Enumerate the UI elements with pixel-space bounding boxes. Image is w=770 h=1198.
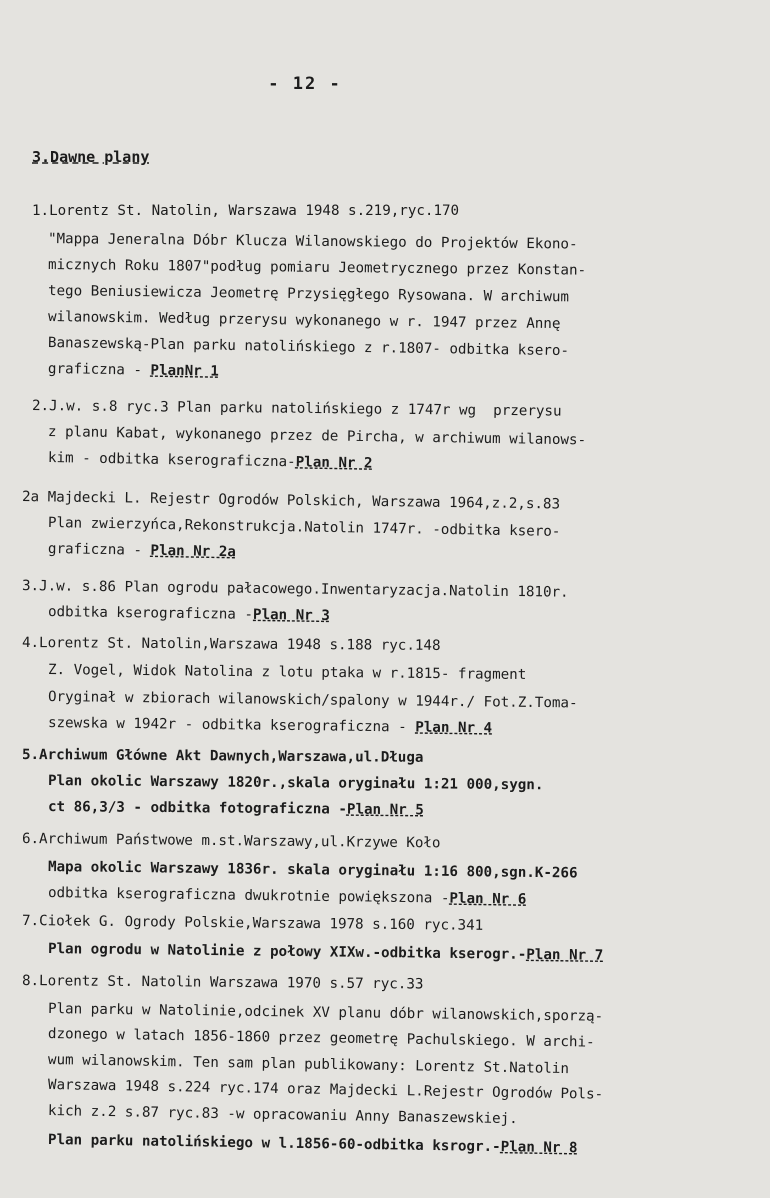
line-text: Plan parku w Natolinie,odcinek XV planu dóbr wilanowskich,sporzą-: [47, 1001, 604, 1025]
entry-text-line: [48, 714, 492, 737]
line-text: Plan parku natolińskiego w l.1856-60-odbitka ksrogr.-: [47, 1132, 501, 1156]
line-text: ct 86,3/3 - odbitka fotograficzna -: [47, 799, 348, 818]
line-text: 3.J.w. s.86 Plan ogrodu pałacowego.Inwentaryzacja.Natolin 1810r.: [21, 578, 569, 601]
entry-text-line: [48, 688, 578, 712]
entry-citation: [32, 202, 459, 220]
plan-reference: Plan Nr 4: [415, 719, 493, 737]
entry-text-line: [48, 772, 544, 794]
line-text: graficzna -: [47, 361, 151, 379]
entry-text-line: [48, 360, 219, 381]
line-text: Plan ogrodu w Natolinie z połowy XIXw.-odbitka kserogr.-: [47, 941, 527, 963]
line-text: 2a Majdecki L. Rejestr Ogrodów Polskich, Warszawa 1964,z.2,s.83: [21, 489, 561, 513]
line-text: Plan zwierzyńca,Rekonstrukcja.Natolin 1747r. -odbitka ksero-: [47, 515, 561, 540]
entry-text-line: [48, 858, 578, 882]
entry-text-line: [48, 884, 527, 909]
entry-text-line: [48, 940, 603, 965]
line-text: Mapa okolic Warszawy 1836r. skala oryginału 1:16 800,sgn.K-266: [47, 859, 578, 882]
line-text: wilanowskim. Według przerysu wykonanego w r. 1947 przez Annę: [47, 309, 561, 333]
entry-text-line: [48, 514, 561, 541]
entry-text-line: [48, 308, 561, 333]
plan-reference: PlanNr 1: [150, 362, 219, 380]
entry-text-line: [48, 1076, 603, 1104]
entry-citation: [22, 830, 441, 852]
entry-citation: [22, 577, 569, 602]
entry-text-line: [48, 282, 569, 306]
line-text: tego Beniusiewicza Jeometrę Przysięgłego Rysowana. W archiwum: [47, 283, 570, 306]
line-text: odbitka kserograficzna -: [47, 604, 254, 623]
entry-text-line: [48, 230, 578, 254]
line-text: graficzna -: [47, 541, 151, 559]
entry-text-line: [48, 423, 586, 449]
entry-text-line: [48, 1000, 603, 1026]
line-text: "Mappa Jeneralna Dóbr Klucza Wilanowskiego do Projektów Ekono-: [47, 231, 578, 253]
line-text: Z. Vogel, Widok Natolina z lotu ptaka w r.1815- fragment: [47, 662, 527, 684]
page-number: - 12 -: [268, 74, 342, 94]
entry-text-line: [48, 1025, 595, 1052]
plan-reference: Plan Nr 8: [500, 1139, 578, 1157]
line-text: szewska w 1942r - odbitka kserograficzna -: [47, 715, 416, 736]
entry-citation: [22, 746, 424, 767]
entry-citation: [22, 634, 441, 655]
line-text: 8.Lorentz St. Natolin Warszawa 1970 s.57 ryc.33: [21, 973, 424, 993]
entry-text-line: [48, 798, 424, 819]
plan-reference: Plan Nr 3: [252, 606, 330, 624]
plan-reference: Plan Nr 6: [449, 890, 527, 908]
entry-citation: [22, 972, 424, 994]
line-text: 6.Archiwum Państwowe m.st.Warszawy,ul.Krzywe Koło: [21, 831, 441, 852]
entry-text-line: [48, 1051, 569, 1078]
section-heading: 3.Dawne plany: [32, 148, 150, 166]
line-text: 2.J.w. s.8 ryc.3 Plan parku natolińskiego z 1747r wg przerysu: [31, 398, 562, 420]
line-text: Banaszewską-Plan parku natolińskiego z r.1807- odbitka ksero-: [47, 335, 570, 360]
line-text: micznych Roku 1807"podług pomiaru Jeometrycznego przez Konstan-: [47, 257, 587, 279]
plan-reference: Plan Nr 2: [295, 454, 373, 472]
line-text: wum wilanowskim. Ten sam plan publikowany: Lorentz St.Natolin: [47, 1052, 570, 1078]
entry-citation: [22, 912, 483, 935]
entry-citation: [32, 397, 562, 421]
entry-text-line: [48, 661, 527, 684]
entry-citation: [22, 488, 560, 514]
plan-reference: Plan Nr 7: [526, 946, 604, 964]
line-text: z planu Kabat, wykonanego przez de Pircha, w archiwum wilanows-: [47, 424, 587, 449]
entry-text-line: [48, 1102, 518, 1128]
line-text: Oryginał w zbiorach wilanowskich/spalony w 1944r./ Fot.Z.Toma-: [47, 689, 578, 712]
line-text: Plan okolic Warszawy 1820r.,skala oryginału 1:21 000,sygn.: [47, 773, 544, 794]
entry-text-line: [48, 334, 569, 360]
line-text: odbitka kserograficzna dwukrotnie powiększona -: [47, 885, 450, 907]
plan-reference: Plan Nr 5: [346, 801, 424, 819]
entry-text-line: [48, 603, 330, 625]
line-text: 4.Lorentz St. Natolin,Warszawa 1948 s.188 ryc.148: [21, 635, 441, 654]
entry-text-line: [48, 1131, 578, 1157]
line-text: kim - odbitka kserograficzna-: [47, 450, 296, 471]
line-text: Warszawa 1948 s.224 ryc.174 oraz Majdecki L.Rejestr Ogrodów Pols-: [47, 1077, 604, 1103]
plan-reference: Plan Nr 2a: [150, 542, 237, 561]
entry-text-line: [48, 256, 586, 280]
line-text: 5.Archiwum Główne Akt Dawnych,Warszawa,ul.Długa: [21, 747, 424, 766]
line-text: 1.Lorentz St. Natolin, Warszawa 1948 s.219,ryc.170: [32, 203, 460, 219]
line-text: 7.Ciołek G. Ogrody Polskie,Warszawa 1978 s.160 ryc.341: [21, 913, 484, 934]
entry-text-line: [48, 540, 236, 561]
line-text: dzonego w latach 1856-1860 przez geometrę Pachulskiego. W archi-: [47, 1026, 595, 1051]
line-text: kich z.2 s.87 ryc.83 -w opracowaniu Anny Banaszewskiej.: [47, 1103, 518, 1128]
entry-text-line: [48, 449, 373, 473]
